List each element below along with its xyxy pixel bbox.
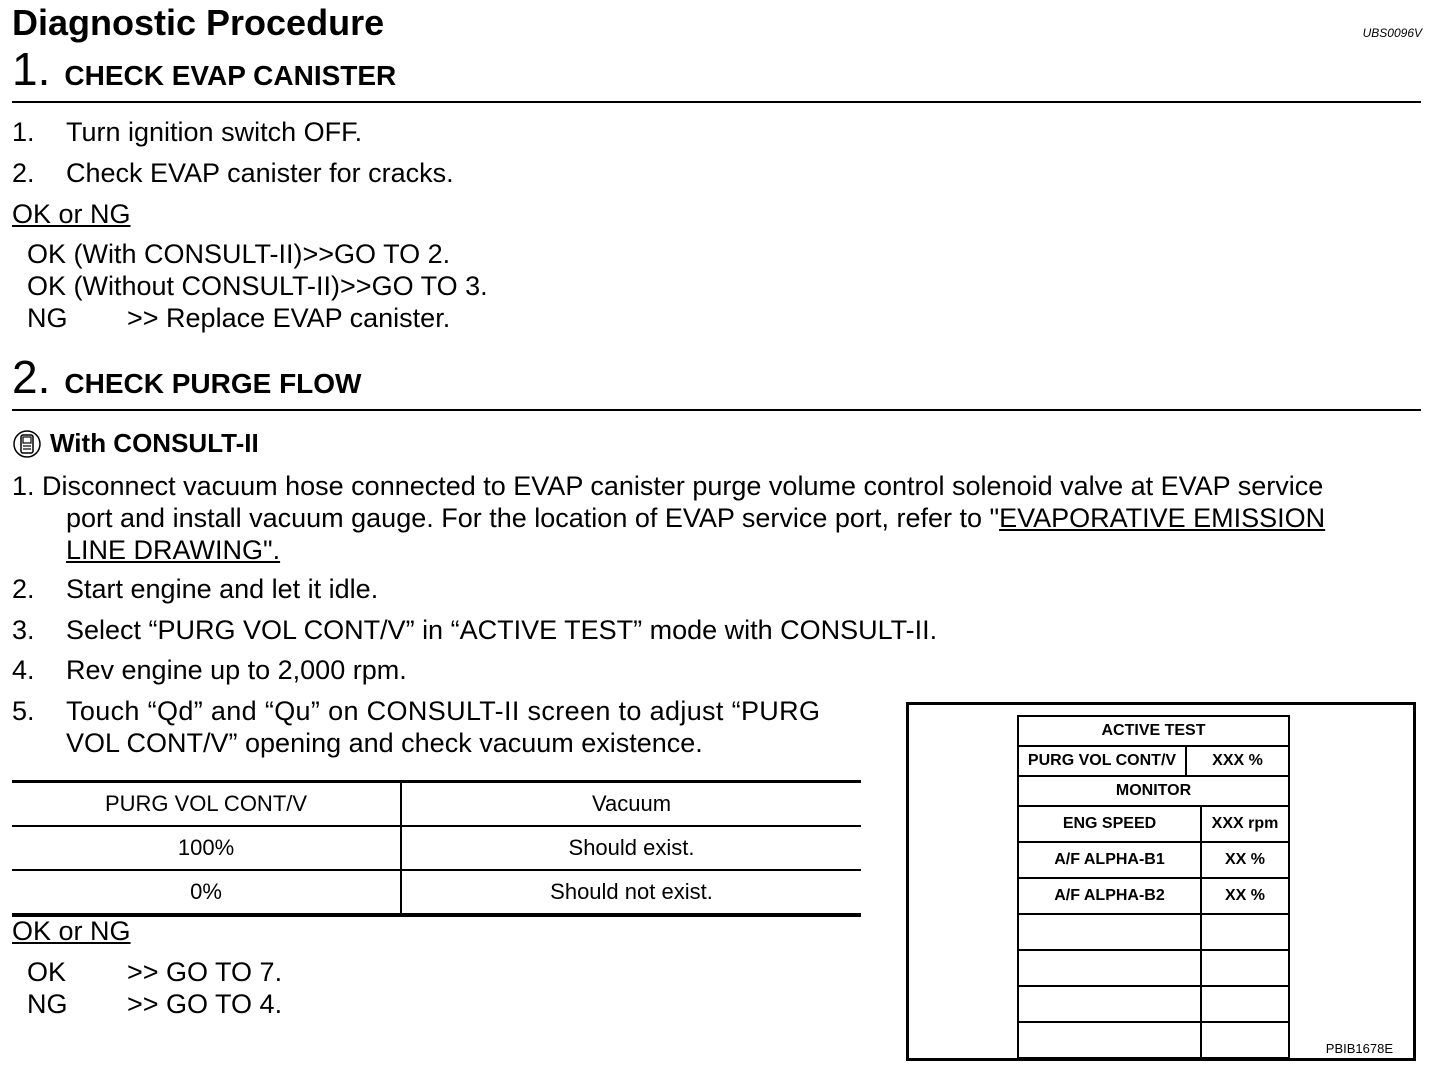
step-2-divider: [12, 409, 1421, 411]
screen-row-empty: [1019, 951, 1288, 987]
step-2-item-1-link: [66, 534, 280, 566]
table-cell: Should exist.: [568, 835, 695, 860]
step-1-title: CHECK EVAP CANISTER: [64, 60, 397, 91]
evap-emission-link[interactable]: EVAPORATIVE EMISSION: [999, 503, 1326, 533]
screen-row: [1019, 717, 1288, 747]
step-1-item: 1. Turn ignition switch OFF.: [12, 117, 363, 147]
table-cell: 0%: [12, 870, 401, 915]
table-header-row: [12, 782, 861, 827]
active-test-title: ACTIVE TEST: [1101, 722, 1206, 739]
step-2-item: 3. Select “PURG VOL CONT/V” in “ACTIVE TEST” mode with CONSULT-II.: [12, 615, 938, 645]
step-1-divider: [12, 101, 1421, 103]
result-line: OK (With CONSULT-II)>>GO TO 2.: [27, 239, 451, 269]
document-code: UBS0096V: [1362, 26, 1422, 40]
consult-tester-icon: [12, 429, 42, 459]
purg-vol-label: PURG VOL CONT/V: [1019, 747, 1187, 775]
result-line: NG >> Replace EVAP canister.: [27, 303, 451, 333]
table-row: [12, 826, 861, 870]
table-header: PURG VOL CONT/V: [12, 782, 401, 827]
step-2-item: 2. Start engine and let it idle.: [12, 574, 379, 604]
screen-row: [1019, 747, 1288, 777]
consult-label: With CONSULT-II: [50, 428, 259, 458]
screen-row: A/F ALPHA-B2 XX %: [1019, 879, 1288, 915]
screen-row: A/F ALPHA-B1 XX %: [1019, 843, 1288, 879]
step-2-item-5-cont: VOL CONT/V” opening and check vacuum existence.: [66, 728, 703, 758]
table-header: Vacuum: [591, 791, 672, 816]
result-line: OK (Without CONSULT-II)>>GO TO 3.: [27, 271, 488, 301]
screen-row: ENG SPEED XXX rpm: [1019, 807, 1288, 843]
step-2-item-1: 1. Disconnect vacuum hose connected to EVAP canister purge volume control solenoid valve at EVAP service: [12, 471, 1324, 501]
consult-heading: [12, 428, 259, 459]
vacuum-table: [12, 780, 861, 917]
ok-or-ng-label: OK or NG: [12, 916, 131, 946]
step-2-item-1-cont: port and install vacuum gauge. For the location of EVAP service port, refer to "EVAPORATIVE EMISSION: [66, 503, 1326, 533]
table-cell: Should not exist.: [550, 879, 713, 904]
step-2-number: 2.: [12, 351, 51, 403]
step-1-item: 2. Check EVAP canister for cracks.: [12, 158, 454, 188]
step-2-item: 4. Rev engine up to 2,000 rpm.: [12, 655, 407, 685]
ok-or-ng-label: OK or NG: [12, 199, 131, 229]
figure-code: PBIB1678E: [1325, 1041, 1393, 1056]
result-line: NG >> GO TO 4.: [27, 989, 283, 1019]
table-row: [12, 870, 861, 915]
screen-row-empty: [1019, 915, 1288, 951]
purg-vol-value: XXX %: [1212, 752, 1263, 769]
monitor-title: MONITOR: [1115, 782, 1192, 799]
screen-row: [1019, 777, 1288, 807]
screen-row-empty: [1019, 987, 1288, 1023]
line-drawing-link[interactable]: LINE DRAWING".: [66, 535, 281, 565]
page-title: Diagnostic Procedure: [12, 2, 385, 43]
step-1-heading: [12, 44, 396, 94]
consult-screen-figure: [906, 702, 1416, 1061]
step-2-title: CHECK PURGE FLOW: [64, 368, 362, 399]
result-line: OK >> GO TO 7.: [27, 957, 283, 987]
table-cell: 100%: [12, 826, 401, 870]
step-2-heading: [12, 352, 361, 402]
screen-row-empty: [1019, 1023, 1288, 1057]
step-1-number: 1.: [12, 43, 51, 95]
consult-screen: [1017, 715, 1290, 1059]
step-2-item-5: 5. Touch “Qd” and “Qu” on CONSULT-II screen to adjust “PURG: [12, 696, 821, 726]
